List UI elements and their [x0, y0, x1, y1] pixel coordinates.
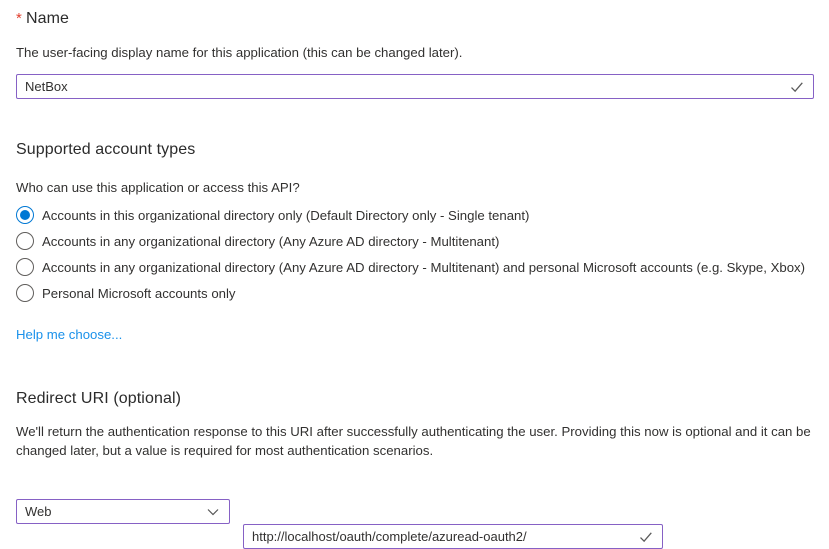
help-me-choose-link[interactable]: Help me choose...	[16, 327, 123, 342]
radio-option-label: Accounts in this organizational directory only (Default Directory only - Single tenant)	[42, 207, 530, 223]
radio-option-multitenant-personal[interactable]	[16, 258, 805, 276]
name-section-label	[16, 10, 69, 28]
redirect-uri-description: We'll return the authentication response to this URI after successfully authenticating the user. Providing this now is optional and it can be changed later, but a value is required for most authentication scenarios.	[16, 424, 811, 458]
required-asterisk: *	[16, 10, 22, 27]
platform-select-dropdown[interactable]	[16, 499, 230, 524]
radio-button-icon[interactable]	[16, 206, 34, 224]
radio-option-personal-only[interactable]	[16, 284, 236, 302]
radio-button-icon[interactable]	[16, 284, 34, 302]
radio-option-single-tenant[interactable]	[16, 206, 529, 224]
supported-account-types-title: Supported account types	[16, 141, 196, 158]
name-label-text: Name	[25, 10, 70, 27]
radio-button-icon[interactable]	[16, 232, 34, 250]
radio-option-label: Accounts in any organizational directory (Any Azure AD directory - Multitenant) and personal Microsoft accounts (e.g. Skype, Xbox)	[42, 259, 806, 275]
radio-button-icon[interactable]	[16, 258, 34, 276]
radio-option-multitenant[interactable]	[16, 232, 499, 250]
redirect-uri-title: Redirect URI (optional)	[16, 390, 182, 407]
redirect-uri-input[interactable]	[243, 524, 663, 549]
radio-option-label: Personal Microsoft accounts only	[42, 285, 236, 301]
name-description: The user-facing display name for this application (this can be changed later).	[16, 45, 463, 60]
name-input[interactable]	[16, 74, 814, 99]
chevron-down-icon	[206, 505, 220, 519]
account-types-question: Who can use this application or access this API?	[16, 180, 300, 195]
radio-option-label: Accounts in any organizational directory (Any Azure AD directory - Multitenant)	[42, 233, 500, 249]
platform-selected-value: Web	[25, 504, 52, 519]
